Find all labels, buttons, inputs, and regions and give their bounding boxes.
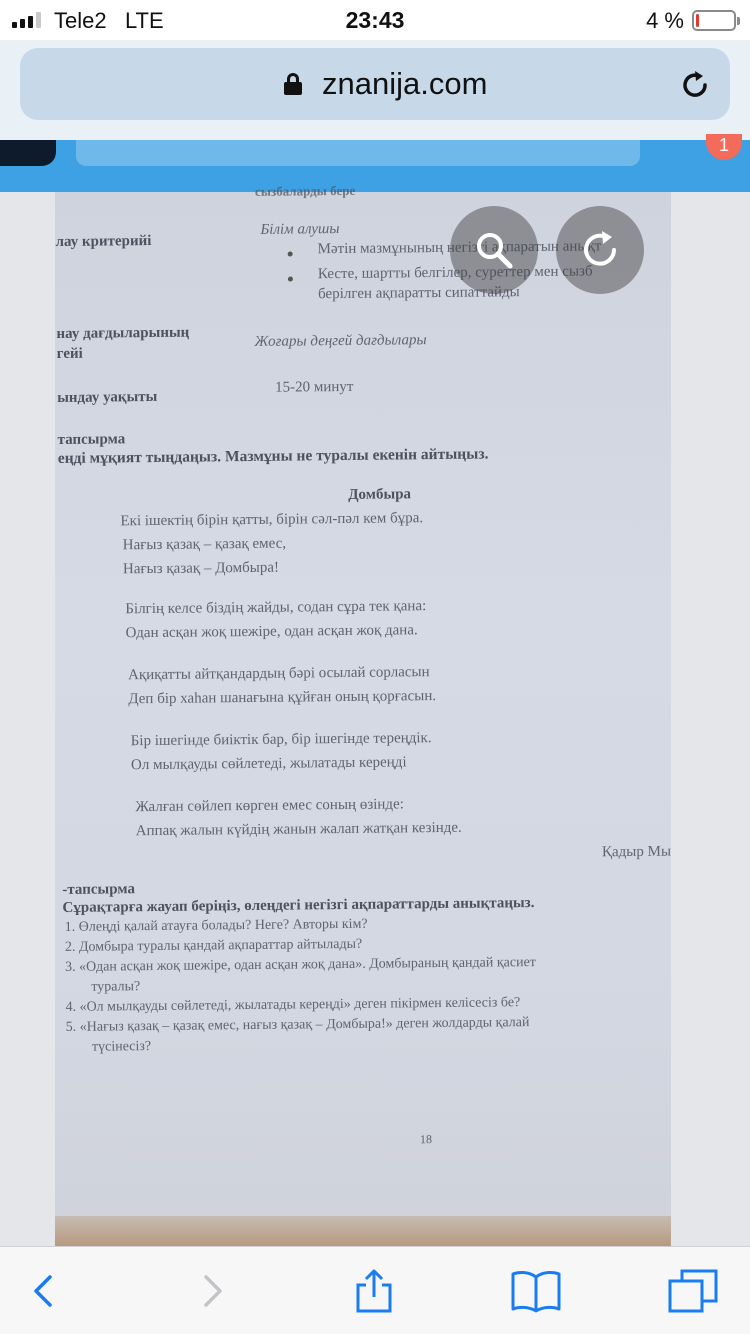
skill-label-2: гейі [56,345,83,362]
browser-toolbar [0,1246,750,1334]
site-header [0,135,750,192]
criteria-head: Білім алушы [260,221,340,238]
poem-line: Екі ішектің бірін қатты, бірін сәл-пәл кем бұра. [120,510,424,530]
poem-line: Жалған сөйлеп көрген емес соның өзінде: [135,796,404,816]
battery-icon [692,10,736,31]
chevron-left-icon[interactable] [22,1269,66,1313]
question-item-cont: түсінесіз? [91,1039,152,1055]
network-type: LTE [124,8,164,33]
magnifier-icon [472,228,516,272]
poem-line: Аппақ жалын күйдің жанын жалап жатқан кезінде. [135,819,462,840]
browser-chrome [0,40,750,140]
zoom-button[interactable] [450,206,538,294]
clock: 23:43 [345,7,405,33]
time-label: ындау уақыты [57,388,158,406]
lock-icon [284,73,302,95]
poem-line: Ақиқатты айтқандардың бәрі осылай сорласын [127,664,430,684]
poem-line: Бір ішегінде биіктік бар, бір ішегінде тереңдік. [130,730,432,750]
site-search-bar[interactable] [76,140,640,166]
question-item-cont: туралы? [91,979,141,995]
skill-value: Жоғары деңгей дағдылары [254,332,427,350]
bullet-dot [288,252,293,257]
task2-label: -тапсырма [62,881,135,898]
poem-line: Ол мылқауды сөйлетеді, жылатады кереңді [130,754,407,774]
tabs-icon[interactable] [668,1269,720,1313]
poem-line: Нағыз қазақ – қазақ емес, [122,535,287,554]
criteria-label: лау критерийі [55,232,152,250]
poem-line: Деп бір хаһан шанағына құйған оның қорғасын. [128,688,437,708]
site-logo[interactable] [0,140,56,166]
url-domain[interactable]: znanija.com [322,66,488,101]
bullet-dot [288,277,293,282]
criteria-bullet-cont: берілген ақпаратты сипаттайды [318,284,520,303]
poem-line: Нағыз қазақ – Домбыра! [122,559,280,578]
criteria-bullet: Мәтін мазмұнының негізгі ақпаратын анықт [317,238,602,258]
question-item: 3. «Одан асқан жоқ шежіре, одан асқан жоқ дана». Домбыраның қандай қасиет [65,955,536,975]
poem-title: Домбыра [348,486,412,503]
task2-text: Сұрақтарға жауап беріңіз, өлеңдегі негізгі ақпараттарды анықтаңыз. [62,895,535,916]
rotate-icon [578,228,622,272]
status-bar [0,0,750,40]
poem-line: Білгің келсе біздің жайды, содан сұра тек қана: [125,598,427,618]
task1-text: еңді мұқият тыңдаңыз. Мазмұны не туралы екенін айтыңыз. [57,445,489,467]
carrier-label: Tele2 LTE [54,8,164,33]
chevron-right-icon[interactable] [190,1269,234,1313]
question-item: 1. Өлеңді қалай атауға болады? Неге? Авторы кім? [64,916,368,935]
worksheet-photo[interactable] [55,182,672,1246]
question-item: 2. Домбыра туралы қандай ақпараттар айтылады? [64,936,363,955]
question-item: 4. «Ол мылқауды сөйлетеді, жылатады кереңді» деген пікірмен келісесіз бе? [65,995,521,1015]
battery-percent: 4 % [646,8,684,33]
time-value: 15-20 минут [274,378,354,396]
photo-desk-edge [55,1216,671,1246]
question-item: 5. «Нағыз қазақ – қазақ емес, нағыз қазақ – Домбыра!» деген жолдарды қалай [65,1015,530,1035]
share-icon[interactable] [352,1269,396,1313]
poem-line: Одан асқан жоқ шежіре, одан асқан жоқ дана. [125,622,418,642]
reload-icon[interactable] [678,68,712,102]
poem-author: Қадыр Мы [601,843,672,861]
notification-badge[interactable]: 1 [706,134,742,160]
criteria-bullet: Кесте, шартты белгілер, суреттер мен сызб [317,263,593,283]
top-fragment: сызбаларды бере [254,182,356,199]
rotate-button[interactable] [556,206,644,294]
skill-label: нау дағдыларының [56,324,190,342]
content-area [0,182,750,1246]
task1-label: тапсырма [57,431,126,448]
page-number: 18 [419,1132,433,1147]
address-bar[interactable] [20,48,730,120]
book-icon[interactable] [510,1269,562,1313]
